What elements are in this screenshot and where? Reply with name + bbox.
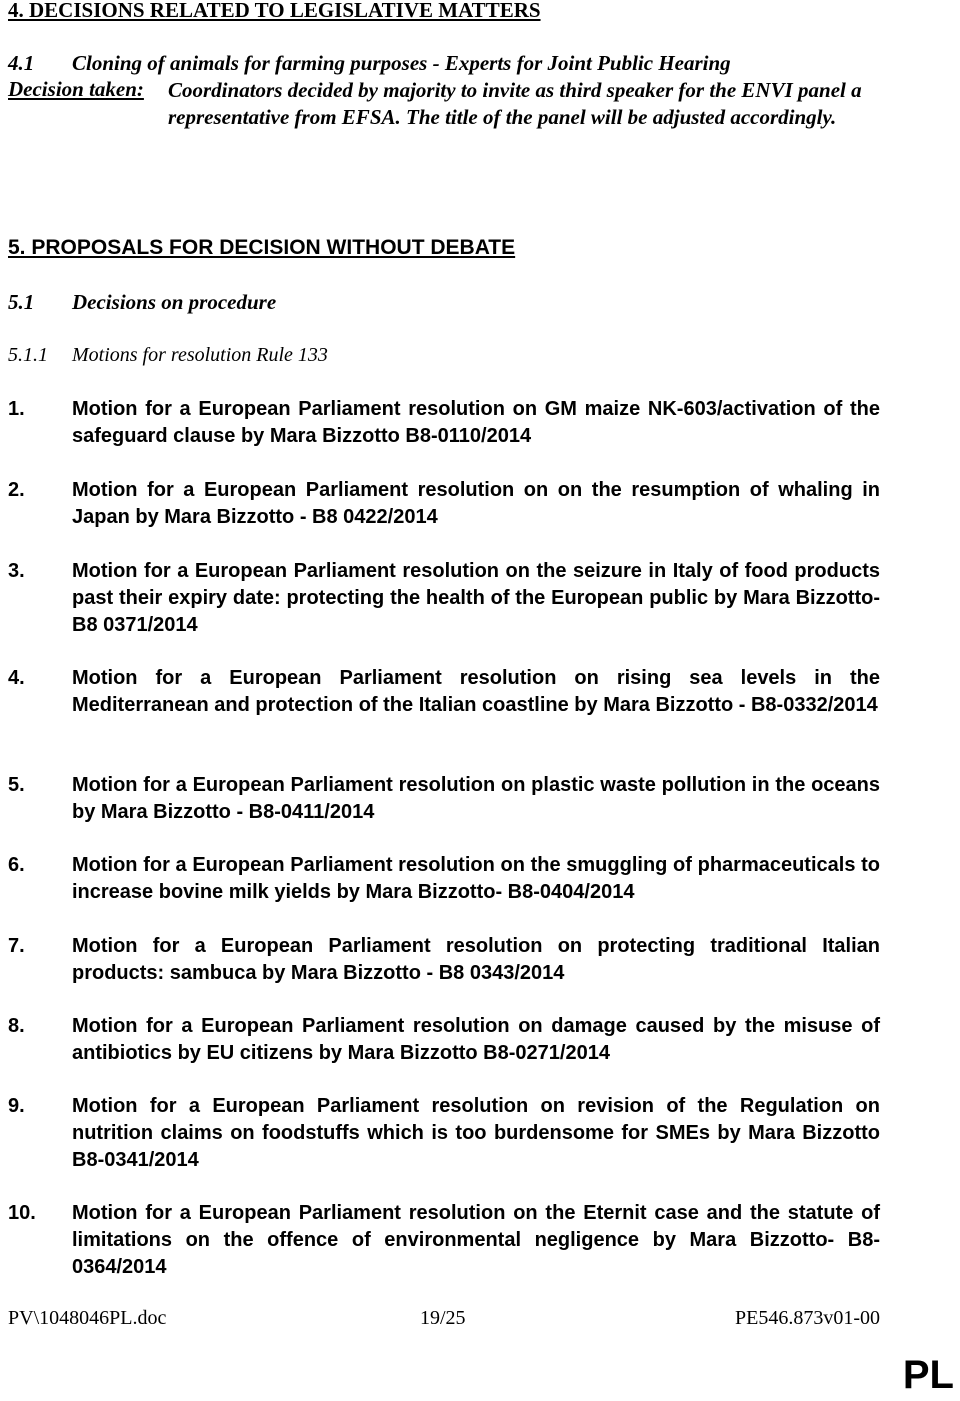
section-5-1-1-heading xyxy=(8,344,328,367)
motion-text: Motion for a European Parliament resolution on protecting traditional Italian products: sambuca by Mara Bizzotto - B8 0343/2014 xyxy=(72,935,880,984)
language-code: PL xyxy=(902,1353,954,1397)
motion-number: 7. xyxy=(8,935,25,957)
section-4-heading: 4. DECISIONS RELATED TO LEGISLATIVE MATTERS xyxy=(8,0,541,22)
section-5-1-heading xyxy=(8,290,276,315)
section-5-1-number: 5.1 xyxy=(8,290,35,314)
decision-label: Decision taken: xyxy=(8,77,144,101)
motion-number: 5. xyxy=(8,774,25,796)
motion-text: Motion for a European Parliament resolution on the smuggling of pharmaceuticals to increase bovine milk yields by Mara Bizzotto- B8-0404/2014 xyxy=(72,854,880,903)
section-5-1-title: Decisions on procedure xyxy=(72,290,277,314)
motion-number: 8. xyxy=(8,1015,25,1037)
motion-number: 9. xyxy=(8,1095,25,1117)
footer-page-number: 19/25 xyxy=(420,1307,466,1329)
motion-number: 6. xyxy=(8,854,25,876)
motion-text: Motion for a European Parliament resolution on damage caused by the misuse of antibiotics by EU citizens by Mara Bizzotto B8-0271/2014 xyxy=(72,1015,880,1064)
motion-text: Motion for a European Parliament resolution on GM maize NK-603/activation of the safeguard clause by Mara Bizzotto B8-0110/2014 xyxy=(72,398,880,447)
motion-text: Motion for a European Parliament resolution on rising sea levels in the Mediterranean and protection of the Italian coastline by Mara Bizzotto - B8-0332/2014 xyxy=(72,667,880,716)
decision-text: Coordinators decided by majority to invite as third speaker for the ENVI panel a representative from EFSA. The title of the panel will be adjusted accordingly. xyxy=(168,78,862,129)
motion-number: 4. xyxy=(8,667,25,689)
section-4-1-heading xyxy=(8,51,731,76)
section-4-1-title: Cloning of animals for farming purposes - Experts for Joint Public Hearing xyxy=(72,51,731,75)
motion-text: Motion for a European Parliament resolution on plastic waste pollution in the oceans by Mara Bizzotto - B8-0411/2014 xyxy=(72,774,880,823)
motion-text: Motion for a European Parliament resolution on the Eternit case and the statute of limitations on the offence of environmental negligence by Mara Bizzotto- B8-0364/2014 xyxy=(72,1202,880,1278)
section-5-1-1-title: Motions for resolution Rule 133 xyxy=(72,344,328,366)
motion-number: 10. xyxy=(8,1202,36,1224)
footer-pe-ref: PE546.873v01-00 xyxy=(735,1307,880,1329)
motion-number: 1. xyxy=(8,398,25,420)
section-5-heading: 5. PROPOSALS FOR DECISION WITHOUT DEBATE xyxy=(8,236,516,259)
motion-text: Motion for a European Parliament resolution on on the resumption of whaling in Japan by Mara Bizzotto - B8 0422/2014 xyxy=(72,479,880,528)
motion-text: Motion for a European Parliament resolution on the seizure in Italy of food products past their expiry date: protecting the health of the European public by Mara Bizzotto- B8 0371/2014 xyxy=(72,560,880,636)
motion-number: 2. xyxy=(8,479,25,501)
motion-text: Motion for a European Parliament resolution on revision of the Regulation on nutrition claims on foodstuffs which is too burdensome for SMEs by Mara Bizzotto B8-0341/2014 xyxy=(72,1095,880,1171)
section-4-1-number: 4.1 xyxy=(8,51,35,75)
section-5-1-1-number: 5.1.1 xyxy=(8,344,48,366)
motion-number: 3. xyxy=(8,560,25,582)
footer-doc-ref: PV\1048046PL.doc xyxy=(8,1307,167,1329)
